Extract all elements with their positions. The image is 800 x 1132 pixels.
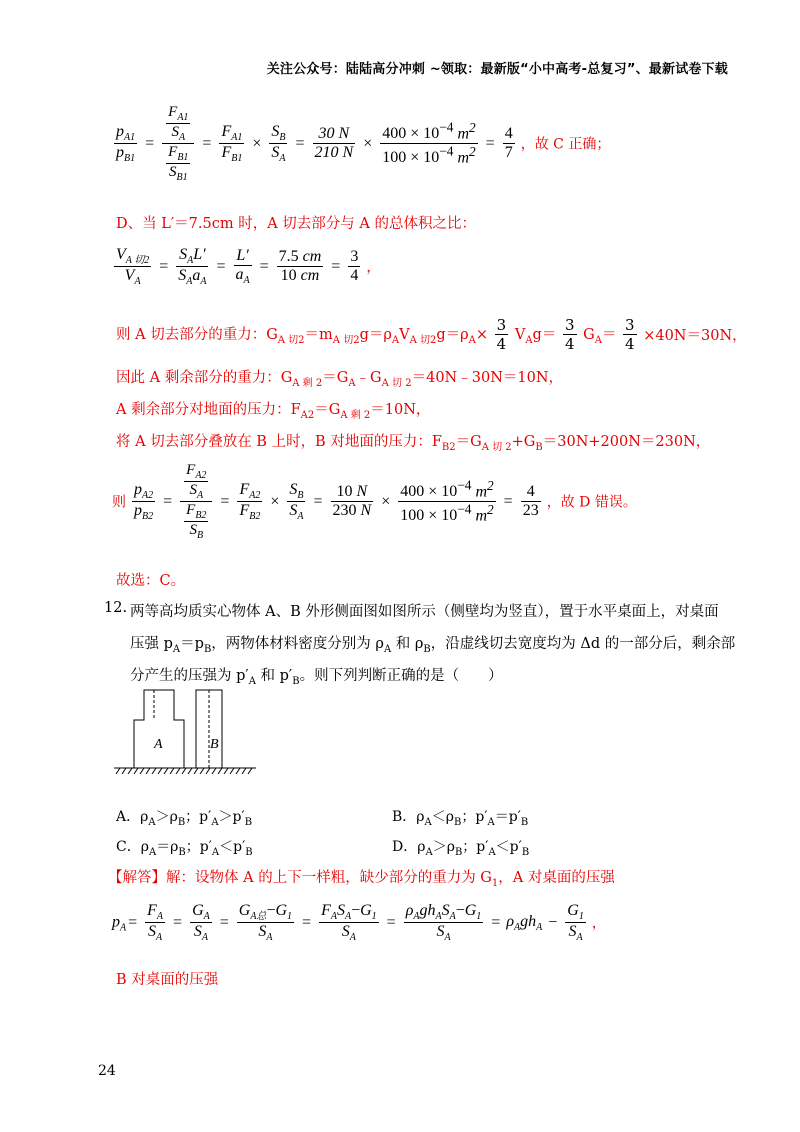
- page-number: 24: [98, 1063, 116, 1079]
- figure-label-a: A: [154, 737, 163, 752]
- page-header: 关注公众号：陆陆高分冲刺 ~领取：最新版“小中高考-总复习”、最新试卷下载: [266, 62, 728, 77]
- question-line-3: 分产生的压强为 $p'_A$ 和 $p'_B$。则下列判断正确的是（ ）: [130, 668, 503, 687]
- figure-label-b: B: [210, 737, 219, 752]
- equation-pressure-ratio-d: 则 $\frac{p_{A2}}{p_{B2}}$ = $\frac{\frac{F_{A2}}{S_A}}{\frac{F_{B2}}{S_B}}$ = $\frac{F_{A2}}{F_{B2}}$ × $\frac{S_B}{S_A}$ = $\frac{10 N}{230 N}$ × $\frac{400 \times 10^{-4} m^2}{100 \times 10^{-4} m^2}$ = $\frac{4}{23}$ ，故 D 错误。: [112, 462, 637, 541]
- question-line-2: 压强 $p_A=p_B$，两物体材料密度分别为 $\rho_A$ 和 $\rho_B$，沿虚线切去宽度均为 Δd 的一部分后，剩余部: [130, 636, 736, 655]
- eq1-conclusion: ，故 C 正确；: [520, 136, 611, 153]
- option-c[interactable]: C．$\rho_A=\rho_B$；$p'_A<p'_B$: [116, 839, 253, 858]
- weight-line: 则 A 切去部分的重力：$G_{A 切2}=m_{A 切2}g=\rho_AV_{A 切2}g=\rho_A\times$ $\frac{3}{4}$ $V_Ag=$ $\frac{3}{4}$ $G_A=$ $\frac{3}{4}$ ×40N＝30N，: [116, 316, 747, 353]
- option-a[interactable]: A．$\rho_A>\rho_B$；$p'_A>p'_B$: [116, 809, 253, 828]
- stack-pressure-line: 将 A 切去部分叠放在 B 上时，B 对地面的压力：$F_{B2}=G_{A 切 2}+G_B=30N+200N=230N$，: [116, 434, 711, 453]
- remain-weight-line: 因此 A 剩余部分的重力：$G_{A 剩 2}=G_A﹣G_{A 切 2}=40N﹣30N=10N$，: [116, 370, 564, 389]
- option-d[interactable]: D．$\rho_A>\rho_B$；$p'_A<p'_B$: [392, 839, 530, 858]
- objects-figure: [110, 686, 270, 776]
- question-number: 12.: [104, 600, 128, 616]
- remain-pressure-line: A 剩余部分对地面的压力：$F_{A2}=G_{A 剩 2}=10N$，: [116, 402, 431, 421]
- equation-pressure-ratio-c: $\frac{p_{A1}}{p_{B1}}$ = $\frac{\frac{F_{A1}}{S_A}}{\frac{F_{B1}}{S_{B1}}}$ = $\frac{F_{A1}}{F_{B1}}$ × $\frac{S_B}{S_A}$ = $\frac{30 N}{210 N}$ × $\frac{400 \times 10^{-4} m^2}{100 \times 10^{-4} m^2}$ = $\frac{4}{7}$ ，故 C 正确；: [116, 104, 611, 183]
- answer-line: 故选：C。: [116, 573, 186, 589]
- option-d-title: D、当 L′＝7.5cm 时，A 切去部分与 A 的总体积之比：: [116, 216, 476, 232]
- b-pressure-line: B 对桌面的压强: [116, 972, 219, 988]
- equation-pressure-a: $p_A$ = $\frac{F_A}{S_A}$ = $\frac{G_A}{S_A}$ = $\frac{G_{A总}-G_1}{S_A}$ = $\frac{F_AS_A-G_1}{S_A}$ = $\frac{\rho_Agh_AS_A-G_1}{S_A}$ = $\rho_Agh_A$ − $\frac{G_1}{S_A}$ ，: [112, 902, 606, 944]
- equation-volume-ratio: $\frac{V_{A 切2}}{V_A}$ = $\frac{S_AL'}{S_Aa_A}$ = $\frac{L'}{a_A}$ = $\frac{7.5 cm}{10 cm}$ = $\frac{3}{4}$ ，: [116, 246, 381, 288]
- option-b[interactable]: B．$\rho_A<\rho_B$；$p'_A=p'_B$: [392, 809, 529, 828]
- solution-intro: 【解答】解：设物体 A 的上下一样粗，缺少部分的重力为 $G_1$，A 对桌面的压强: [108, 870, 615, 889]
- question-line-1: 两等高均质实心物体 A、B 外形侧面图如图所示（侧壁均为竖直），置于水平桌面上，对桌面: [130, 604, 719, 620]
- solution-tag: 【解答】: [108, 870, 166, 886]
